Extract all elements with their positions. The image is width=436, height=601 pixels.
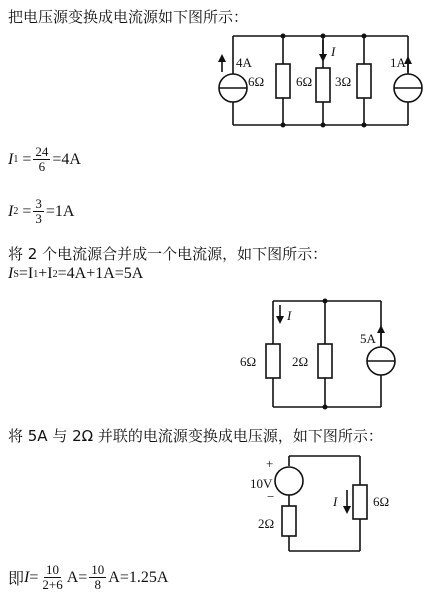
source-label-4a: 4A: [236, 55, 252, 70]
resistor-label-2ohm-b: 2Ω: [258, 516, 275, 531]
voltage-source-10v: [275, 467, 303, 495]
intro-text-1: 把电压源变换成电流源如下图所示：: [8, 8, 249, 26]
resistor-6ohm-d: [353, 485, 367, 519]
fraction-3-3: $\frac{3}{3}$: [35, 196, 42, 226]
resistor-label-6ohm-d: 6Ω: [373, 494, 390, 509]
intro-text-2: 将 2 个电流源合并成一个电流源，如下图所示：: [8, 245, 328, 263]
fraction-10-8: $\frac{10}{8}$: [91, 562, 105, 592]
equation-i1: I 1 = $\frac{24}{6}$ =4A: [8, 144, 81, 174]
source-label-5a: 5A: [360, 331, 376, 346]
polarity-plus: +: [266, 456, 274, 471]
current-label-i-1: I: [331, 44, 336, 59]
source-label-1a: 1A: [390, 55, 406, 70]
equation-i2: I 2 = $\frac{3}{3}$ =1A: [8, 196, 75, 226]
resistor-2ohm-b: [282, 506, 296, 536]
resistor-label-3ohm: 3Ω: [335, 74, 352, 89]
current-label-i-2: I: [287, 308, 292, 323]
resistor-label-6ohm-c: 6Ω: [240, 354, 257, 369]
polarity-minus: −: [267, 489, 275, 504]
fraction-10-2plus6: $\frac{10}{2+6}$: [42, 562, 63, 592]
source-label-10v: 10V: [250, 476, 273, 491]
resistor-label-2ohm-a: 2Ω: [292, 354, 309, 369]
resistor-label-6ohm-a: 6Ω: [248, 74, 265, 89]
equation-is: I S =I 1 +I 2 =4A+1A=5A: [8, 265, 144, 282]
fraction-24-6: $\frac{24}{6}$: [35, 144, 49, 174]
resistor-label-6ohm-b: 6Ω: [296, 74, 313, 89]
equation-final: 即 I = $\frac{10}{2+6}$ A= $\frac{10}{8}$ A=1.25A: [8, 562, 169, 592]
intro-text-3: 将 5A 与 2Ω 并联的电流源变换成电压源，如下图所示：: [8, 427, 383, 445]
current-label-i-3: I: [333, 494, 338, 509]
